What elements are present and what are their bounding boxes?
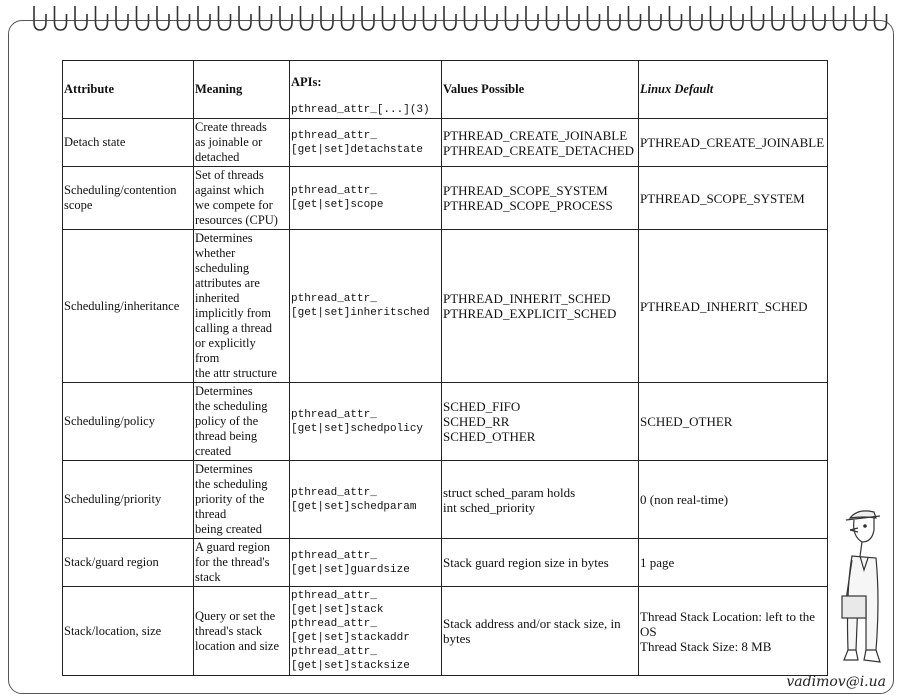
cell-default: PTHREAD_CREATE_JOINABLE: [639, 119, 828, 167]
cell-attribute: Scheduling/priority: [63, 461, 194, 539]
pthread-attributes-table: [62, 60, 828, 676]
cell-default: 1 page: [639, 539, 828, 587]
header-attribute: Attribute: [63, 61, 194, 119]
notebook-ring-icon: [772, 6, 784, 30]
teacher-figure-icon: [836, 500, 892, 670]
notebook-ring-icon: [424, 6, 436, 30]
notebook-ring-icon: [752, 6, 764, 30]
notebook-ring-icon: [96, 6, 108, 30]
cell-api: pthread_attr_ [get|set]stack pthread_attr_ [get|set]stackaddr pthread_attr_ [get|set]stacksize: [290, 587, 442, 676]
notebook-ring-icon: [854, 6, 866, 30]
cell-api: pthread_attr_ [get|set]schedparam: [290, 461, 442, 539]
cell-attribute: Scheduling/inheritance: [63, 230, 194, 383]
header-values: Values Possible: [442, 61, 639, 119]
cell-api: pthread_attr_ [get|set]schedpolicy: [290, 383, 442, 461]
cell-values: SCHED_FIFO SCHED_RR SCHED_OTHER: [442, 383, 639, 461]
cell-api: pthread_attr_ [get|set]guardsize: [290, 539, 442, 587]
cell-attribute: Scheduling/contention scope: [63, 167, 194, 230]
cell-default: PTHREAD_SCOPE_SYSTEM: [639, 167, 828, 230]
notebook-ring-icon: [157, 6, 169, 30]
table-row: [63, 383, 828, 461]
notebook-ring-icon: [690, 6, 702, 30]
notebook-ring-icon: [178, 6, 190, 30]
author-email: vadimov@i.ua: [786, 674, 886, 690]
notebook-ring-icon: [547, 6, 559, 30]
notebook-ring-icon: [608, 6, 620, 30]
cell-meaning: Determines whether scheduling attributes are inherited implicitly from calling a thread or explicitly from the attr structure: [194, 230, 290, 383]
cell-default: 0 (non real-time): [639, 461, 828, 539]
notebook-ring-icon: [465, 6, 477, 30]
notebook-ring-icon: [567, 6, 579, 30]
cell-values: PTHREAD_INHERIT_SCHED PTHREAD_EXPLICIT_SCHED: [442, 230, 639, 383]
notebook-ring-icon: [55, 6, 67, 30]
notebook-ring-icon: [219, 6, 231, 30]
notebook-ring-icon: [137, 6, 149, 30]
cell-meaning: Create threads as joinable or detached: [194, 119, 290, 167]
notebook-ring-icon: [731, 6, 743, 30]
notebook-ring-icon: [506, 6, 518, 30]
notebook-ring-icon: [649, 6, 661, 30]
cell-values: Stack guard region size in bytes: [442, 539, 639, 587]
cell-api: pthread_attr_ [get|set]scope: [290, 167, 442, 230]
table-row: [63, 461, 828, 539]
notebook-ring-icon: [793, 6, 805, 30]
notebook-ring-icon: [362, 6, 374, 30]
cell-api: pthread_attr_ [get|set]inheritsched: [290, 230, 442, 383]
cell-values: struct sched_param holds int sched_priority: [442, 461, 639, 539]
table-row: [63, 167, 828, 230]
notebook-ring-icon: [198, 6, 210, 30]
notebook-ring-icon: [711, 6, 723, 30]
notebook-ring-icon: [526, 6, 538, 30]
notebook-ring-icon: [444, 6, 456, 30]
cell-attribute: Stack/guard region: [63, 539, 194, 587]
notebook-rings: [0, 0, 900, 40]
table-row: [63, 230, 828, 383]
notebook-ring-icon: [875, 6, 887, 30]
cell-values: Stack address and/or stack size, in bytes: [442, 587, 639, 676]
notebook-ring-icon: [75, 6, 87, 30]
cell-values: PTHREAD_SCOPE_SYSTEM PTHREAD_SCOPE_PROCESS: [442, 167, 639, 230]
table-row: [63, 539, 828, 587]
notebook-ring-icon: [280, 6, 292, 30]
notebook-ring-icon: [383, 6, 395, 30]
table-header-row: [63, 61, 828, 119]
cell-default: SCHED_OTHER: [639, 383, 828, 461]
notebook-ring-icon: [116, 6, 128, 30]
cell-attribute: Detach state: [63, 119, 194, 167]
header-linux-default: Linux Default: [639, 61, 828, 119]
cell-default: Thread Stack Location: left to the OS Thread Stack Size: 8 MB: [639, 587, 828, 676]
cell-meaning: A guard region for the thread's stack: [194, 539, 290, 587]
table-row: [63, 119, 828, 167]
cell-attribute: Scheduling/policy: [63, 383, 194, 461]
cell-meaning: Set of threads against which we compete for resources (CPU): [194, 167, 290, 230]
notebook-ring-icon: [485, 6, 497, 30]
notebook-ring-icon: [834, 6, 846, 30]
header-apis-label: APIs:: [291, 75, 322, 89]
notebook-ring-icon: [670, 6, 682, 30]
cell-attribute: Stack/location, size: [63, 587, 194, 676]
notebook-ring-icon: [239, 6, 251, 30]
header-meaning: Meaning: [194, 61, 290, 119]
notebook-ring-icon: [321, 6, 333, 30]
table-row: [63, 587, 828, 676]
cell-meaning: Determines the scheduling priority of the thread being created: [194, 461, 290, 539]
notebook-ring-icon: [813, 6, 825, 30]
cell-values: PTHREAD_CREATE_JOINABLE PTHREAD_CREATE_DETACHED: [442, 119, 639, 167]
notebook-ring-icon: [403, 6, 415, 30]
notebook-ring-icon: [301, 6, 313, 30]
cell-meaning: Determines the scheduling policy of the thread being created: [194, 383, 290, 461]
cell-default: PTHREAD_INHERIT_SCHED: [639, 230, 828, 383]
notebook-ring-icon: [629, 6, 641, 30]
header-apis: [290, 61, 442, 119]
notebook-ring-icon: [260, 6, 272, 30]
header-apis-sub: pthread_attr_[...](3): [291, 104, 430, 116]
notebook-ring-icon: [342, 6, 354, 30]
cell-api: pthread_attr_ [get|set]detachstate: [290, 119, 442, 167]
notebook-ring-icon: [588, 6, 600, 30]
notebook-ring-icon: [34, 6, 46, 30]
cell-meaning: Query or set the thread's stack location and size: [194, 587, 290, 676]
